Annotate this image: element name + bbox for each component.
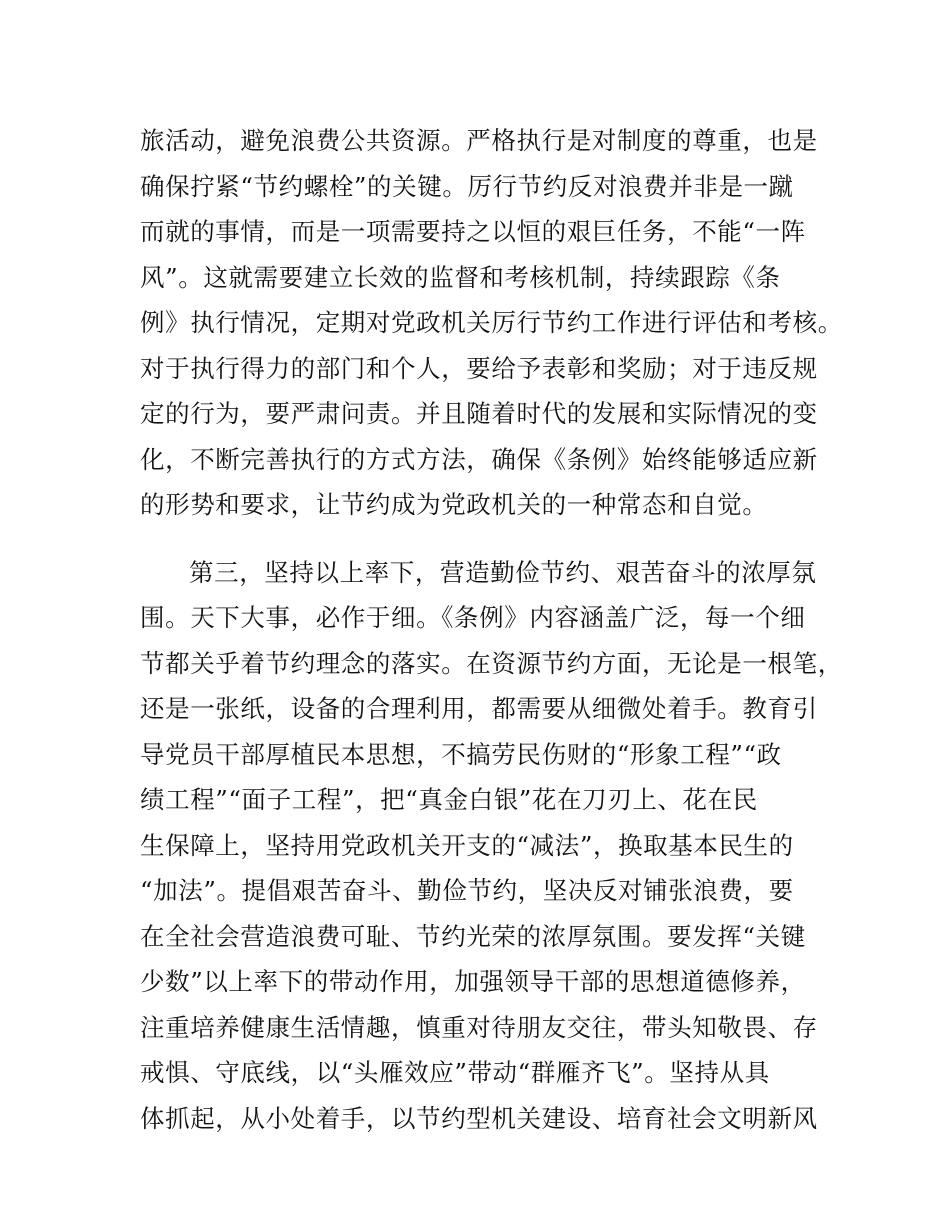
text-line: 少数”以上率下的带动作用，加强领导干部的思想道德修养，: [140, 967, 806, 996]
text-line: 的形势和要求，让节约成为党政机关的一种常态和自觉。: [140, 490, 768, 519]
text-line: 注重培养健康生活情趣，慎重对待朋友交往，带头知敬畏、存: [140, 1012, 818, 1042]
text-line: 化，不断完善执行的方式方法，确保《条例》始终能够适应新: [140, 444, 818, 474]
paragraph-spacer: [140, 528, 830, 550]
text-line: “加法”。提倡艰苦奋斗、勤俭节约，坚决反对铺张浪费，要: [140, 876, 794, 905]
text-line-indented: 第三，坚持以上率下，营造勤俭节约、艰苦奋斗的浓厚氛: [189, 557, 817, 587]
paragraph-2: [140, 550, 843, 1142]
text-line: 节都关乎着节约理念的落实。在资源节约方面，无论是一根笔，: [140, 648, 843, 678]
text-line: 例》执行情况，定期对党政机关厉行节约工作进行评估和考核。: [140, 308, 843, 337]
document-body: [140, 118, 843, 1141]
text-line: 风”。这就需要建立长效的监督和考核机制，持续跟踪《条: [140, 262, 781, 292]
text-line: 生保障上，坚持用党政机关开支的“减法”，换取基本民生的: [140, 830, 794, 860]
text-line: 确保拧紧“节约螺栓”的关键。厉行节约反对浪费并非是一蹴: [140, 171, 794, 201]
text-line: 对于执行得力的部门和个人，要给予表彰和奖励；对于违反规: [140, 353, 818, 383]
text-line: 在全社会营造浪费可耻、节约光荣的浓厚氛围。要发挥“关键: [140, 921, 806, 951]
text-line: 定的行为，要严肃问责。并且随着时代的发展和实际情况的变: [140, 399, 818, 428]
text-line: 导党员干部厚植民本思想，不搞劳民伤财的“形象工程”“政: [140, 739, 782, 769]
text-line: 围。天下大事，必作于细。《条例》内容涵盖广泛，每一个细: [140, 603, 806, 632]
text-line: 绩工程”“面子工程”，把“真金白银”花在刀刃上、花在民: [140, 785, 758, 814]
text-line: 而就的事情，而是一项需要持之以恒的艰巨任务，不能“一阵: [140, 217, 806, 246]
text-line: 旅活动，避免浪费公共资源。严格执行是对制度的尊重，也是: [140, 126, 818, 155]
text-line: 还是一张纸，设备的合理利用，都需要从细微处着手。教育引: [140, 694, 818, 723]
text-line: 体抓起，从小处着手，以节约型机关建设、培育社会文明新风: [140, 1103, 818, 1133]
paragraph-1: [140, 118, 843, 528]
text-line: 戒惧、守底线，以“头雁效应”带动“群雁齐飞”。坚持从具: [140, 1058, 770, 1087]
